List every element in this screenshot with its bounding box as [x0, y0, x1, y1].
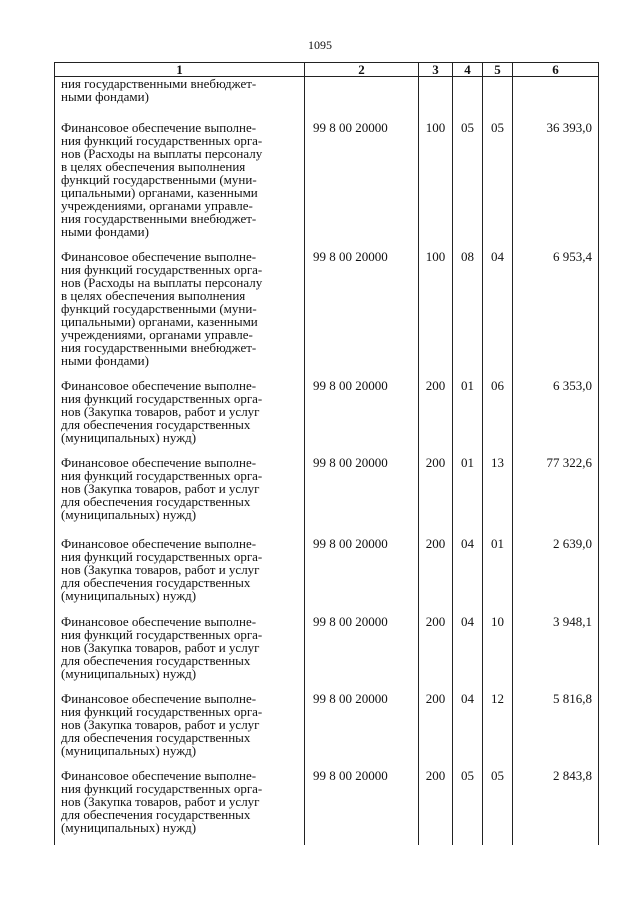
- row-col5: 01: [483, 537, 513, 615]
- page-number: 1095: [308, 38, 332, 52]
- row-col4: 04: [453, 692, 483, 769]
- budget-table: [54, 62, 599, 845]
- row-col3: 200: [419, 769, 453, 845]
- row-code: 99 8 00 20000: [305, 692, 419, 769]
- table-row: [55, 537, 599, 615]
- row-description: Финансовое обеспечение выполне- ния функций государственных орга- нов (Закупка товаров, работ и услуг для обеспечения государственных (муниципальных) нужд): [55, 379, 305, 456]
- row-col5: 04: [483, 250, 513, 379]
- table-row-continuation: [55, 77, 599, 122]
- empty-cell: [419, 77, 453, 122]
- row-description: ния государственными внебюджет- ными фондами): [55, 77, 305, 122]
- column-header-6: 6: [513, 63, 599, 77]
- row-col4: 01: [453, 456, 483, 537]
- empty-cell: [305, 77, 419, 122]
- row-col4: 08: [453, 250, 483, 379]
- table-header-row: [55, 63, 599, 77]
- row-col3: 200: [419, 456, 453, 537]
- row-col3: 200: [419, 379, 453, 456]
- column-header-3: 3: [419, 63, 453, 77]
- row-col3: 100: [419, 250, 453, 379]
- row-code: 99 8 00 20000: [305, 121, 419, 250]
- row-col4: 01: [453, 379, 483, 456]
- table-row: [55, 456, 599, 537]
- empty-cell: [513, 77, 599, 122]
- row-amount: 2 843,8: [513, 769, 599, 845]
- row-description: Финансовое обеспечение выполне- ния функций государственных орга- нов (Закупка товаров, работ и услуг для обеспечения государственных (муниципальных) нужд): [55, 769, 305, 845]
- row-col4: 04: [453, 537, 483, 615]
- row-col5: 05: [483, 769, 513, 845]
- row-description: Финансовое обеспечение выполне- ния функций государственных орга- нов (Расходы на выплаты персоналу в целях обеспечения выполнения функций государственными (муни- ципальными) органами, казенными учреждениями, органами управле- ния государственными внебюджет- ными фондами): [55, 121, 305, 250]
- row-description: Финансовое обеспечение выполне- ния функций государственных орга- нов (Расходы на выплаты персоналу в целях обеспечения выполнения функций государственными (муни- ципальными) органами, казенными учреждениями, органами управле- ния государственными внебюджет- ными фондами): [55, 250, 305, 379]
- row-col5: 05: [483, 121, 513, 250]
- row-code: 99 8 00 20000: [305, 537, 419, 615]
- table-row: [55, 121, 599, 250]
- row-amount: 3 948,1: [513, 615, 599, 692]
- row-code: 99 8 00 20000: [305, 250, 419, 379]
- table-row: [55, 250, 599, 379]
- column-header-4: 4: [453, 63, 483, 77]
- row-col4: 05: [453, 121, 483, 250]
- row-code: 99 8 00 20000: [305, 615, 419, 692]
- row-col3: 200: [419, 692, 453, 769]
- table-row: [55, 615, 599, 692]
- row-col5: 06: [483, 379, 513, 456]
- row-amount: 36 393,0: [513, 121, 599, 250]
- row-description: Финансовое обеспечение выполне- ния функций государственных орга- нов (Закупка товаров, работ и услуг для обеспечения государственных (муниципальных) нужд): [55, 615, 305, 692]
- table-row: [55, 692, 599, 769]
- column-header-2: 2: [305, 63, 419, 77]
- row-col4: 05: [453, 769, 483, 845]
- row-description: Финансовое обеспечение выполне- ния функций государственных орга- нов (Закупка товаров, работ и услуг для обеспечения государственных (муниципальных) нужд): [55, 692, 305, 769]
- row-code: 99 8 00 20000: [305, 379, 419, 456]
- row-col3: 200: [419, 615, 453, 692]
- column-header-1: 1: [55, 63, 305, 77]
- row-amount: 5 816,8: [513, 692, 599, 769]
- row-col3: 200: [419, 537, 453, 615]
- row-code: 99 8 00 20000: [305, 769, 419, 845]
- row-description: Финансовое обеспечение выполне- ния функций государственных орга- нов (Закупка товаров, работ и услуг для обеспечения государственных (муниципальных) нужд): [55, 537, 305, 615]
- table-row: [55, 769, 599, 845]
- row-col5: 13: [483, 456, 513, 537]
- row-description: Финансовое обеспечение выполне- ния функций государственных орга- нов (Закупка товаров, работ и услуг для обеспечения государственных (муниципальных) нужд): [55, 456, 305, 537]
- empty-cell: [453, 77, 483, 122]
- row-col5: 12: [483, 692, 513, 769]
- row-amount: 2 639,0: [513, 537, 599, 615]
- row-amount: 6 353,0: [513, 379, 599, 456]
- row-col4: 04: [453, 615, 483, 692]
- row-col3: 100: [419, 121, 453, 250]
- row-amount: 77 322,6: [513, 456, 599, 537]
- row-col5: 10: [483, 615, 513, 692]
- row-amount: 6 953,4: [513, 250, 599, 379]
- empty-cell: [483, 77, 513, 122]
- table-row: [55, 379, 599, 456]
- column-header-5: 5: [483, 63, 513, 77]
- row-code: 99 8 00 20000: [305, 456, 419, 537]
